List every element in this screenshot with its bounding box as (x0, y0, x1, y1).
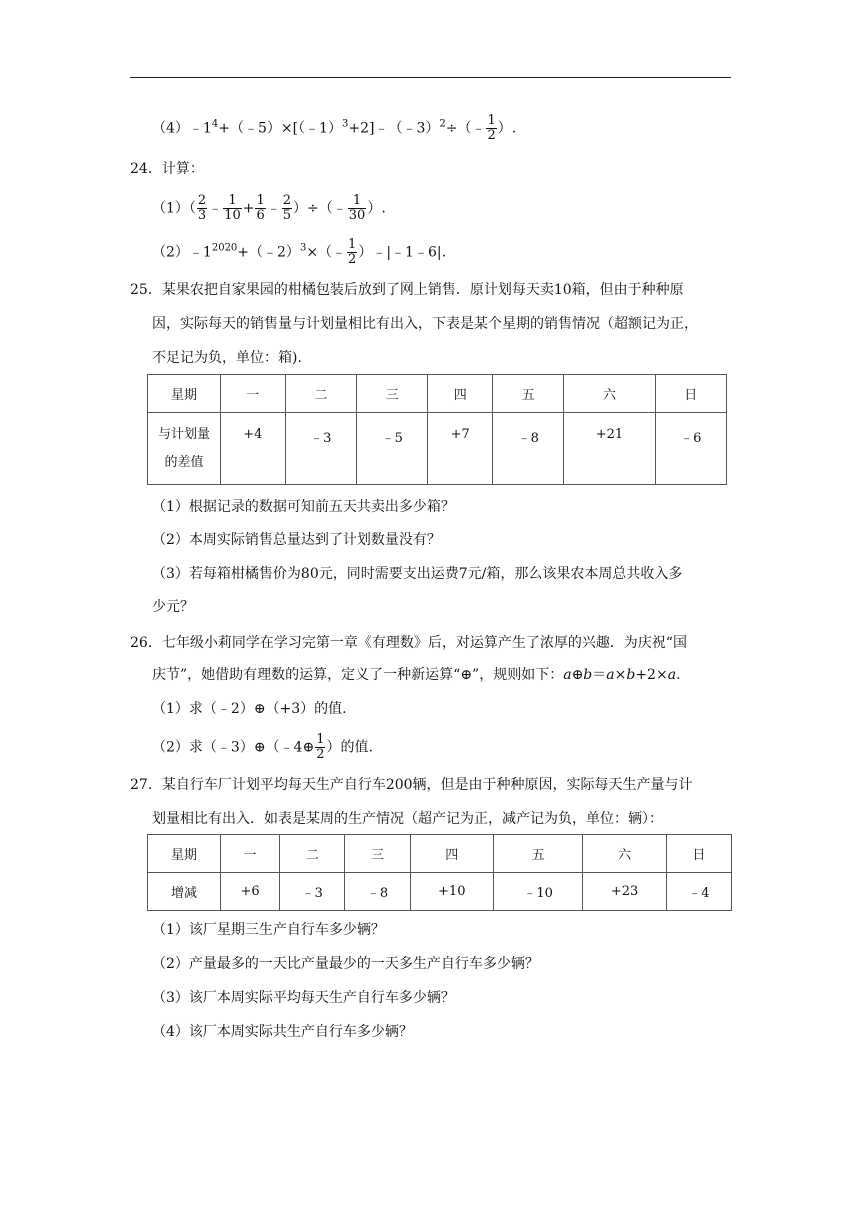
q26-sub1: （1）求（﹣2）⊕（+3）的值. (152, 701, 347, 717)
table-cell: ﹣8 (345, 873, 410, 911)
table-cell: 五 (493, 835, 582, 873)
table-cell: 三 (357, 375, 428, 413)
q25-table (147, 374, 727, 485)
table-cell: +4 (221, 413, 286, 485)
table-cell: 增减 (148, 873, 221, 911)
table-cell: 星期 (148, 375, 221, 413)
table-cell: 一 (221, 375, 286, 413)
table-cell: 星期 (148, 835, 221, 873)
table-cell: +6 (221, 873, 280, 911)
q27-line2: 划量相比有出入．如表是某周的生产情况（超产记为正，减产记为负，单位：辆）： (152, 811, 663, 827)
q24-part1: （1）（ $\frac{2}{3}$ ﹣ $\frac{1}{10}$ + $\frac{1}{6}$ ﹣ $\frac{2}{5}$ ）÷（﹣ $\frac{1}{30}$ ）. (152, 193, 386, 223)
q25-line3: 不足记为负，单位：箱). (152, 350, 302, 366)
fraction: $\frac{1}{2}$ (348, 237, 357, 267)
table-cell: 五 (493, 375, 564, 413)
q27-table (147, 834, 732, 911)
table-row (148, 375, 727, 413)
q26-sub2: （2）求（﹣3）⊕（﹣4⊕ $\frac{1}{2}$ ）的值. (152, 732, 373, 762)
header-rule (130, 77, 731, 78)
q25-line2: 因，实际每天的销售量与计划量相比有出入，下表是某个星期的销售情况（超额记为正， (152, 316, 698, 332)
q27-sub1: （1）该厂星期三生产自行车多少辆？ (152, 922, 385, 938)
fraction: $\frac{1}{30}$ (348, 193, 366, 223)
fraction: $\frac{2}{3}$ (197, 193, 207, 223)
q26-line1: 26．七年级小莉同学在学习完第一章《有理数》后，对运算产生了浓厚的兴趣．为庆祝“国 (130, 635, 687, 651)
table-cell: ﹣3 (280, 873, 345, 911)
table-cell: 六 (564, 375, 655, 413)
q25-sub3a: （3）若每箱柑橘售价为80元，同时需要支出运费7元/箱，那么该果农本周总共收入多 (152, 566, 683, 582)
table-cell: 一 (221, 835, 280, 873)
q25-sub1: （1）根据记录的数据可知前五天共卖出多少箱？ (152, 499, 455, 515)
table-cell: 四 (410, 835, 493, 873)
fraction: $\frac{1}{6}$ (256, 193, 265, 223)
table-cell: 四 (428, 375, 493, 413)
table-cell: ﹣3 (285, 413, 356, 485)
table-cell: 与计划量 的差值 (148, 413, 221, 485)
fraction: $\frac{1}{2}$ (487, 113, 496, 143)
fraction: $\frac{1}{2}$ (316, 732, 325, 762)
q27-sub3: （3）该厂本周实际平均每天生产自行车多少辆？ (152, 990, 455, 1006)
table-cell: ﹣6 (655, 413, 726, 485)
table-cell: 日 (655, 375, 726, 413)
table-cell: +7 (428, 413, 493, 485)
q25-sub3b: 少元？ (152, 599, 194, 615)
fraction: $\frac{2}{5}$ (282, 193, 292, 223)
fraction: $\frac{1}{10}$ (224, 193, 241, 223)
table-cell: 日 (666, 835, 731, 873)
q27-line1: 27．某自行车厂计划平均每天生产自行车200辆，但是由于种种原因，实际每天生产量与计 (130, 777, 693, 793)
table-cell: 三 (345, 835, 410, 873)
q27-sub4: （4）该厂本周实际共生产自行车多少辆？ (152, 1024, 413, 1040)
q25-sub2: （2）本周实际销售总量达到了计划数量没有？ (152, 532, 441, 548)
q26-line2: 庆节”，她借助有理数的运算，定义了一种新运算“⊕”，规则如下：a⊕b＝a×b+2×a. (152, 667, 681, 683)
q23-part4: $(4)﹣1^4+(﹣5)\times[(﹣1)^3+2]﹣(﹣3)^2\div(﹣$ $\frac{1}{2}$ ）. (152, 113, 517, 143)
table-cell: +21 (564, 413, 655, 485)
table-row (148, 873, 732, 911)
q24-title: 24．计算： (130, 161, 204, 177)
table-cell: ﹣4 (666, 873, 731, 911)
q25-line1: 25．某果农把自家果园的柑橘包装后放到了网上销售．原计划每天卖10箱，但由于种种原 (130, 282, 684, 298)
table-cell: ﹣8 (493, 413, 564, 485)
table-cell: 二 (285, 375, 356, 413)
table-cell: +23 (583, 873, 666, 911)
q24-part2: $(2)﹣1^{2020}+(﹣2)^3\times(﹣$ $\frac{1}{2}$ ）﹣|﹣1﹣6|. (152, 237, 447, 267)
table-cell: +10 (410, 873, 493, 911)
table-cell: ﹣10 (493, 873, 582, 911)
table-cell: 二 (280, 835, 345, 873)
table-row (148, 835, 732, 873)
table-cell: 六 (583, 835, 666, 873)
table-row (148, 413, 727, 485)
q27-sub2: （2）产量最多的一天比产量最少的一天多生产自行车多少辆？ (152, 956, 539, 972)
table-cell: ﹣5 (357, 413, 428, 485)
